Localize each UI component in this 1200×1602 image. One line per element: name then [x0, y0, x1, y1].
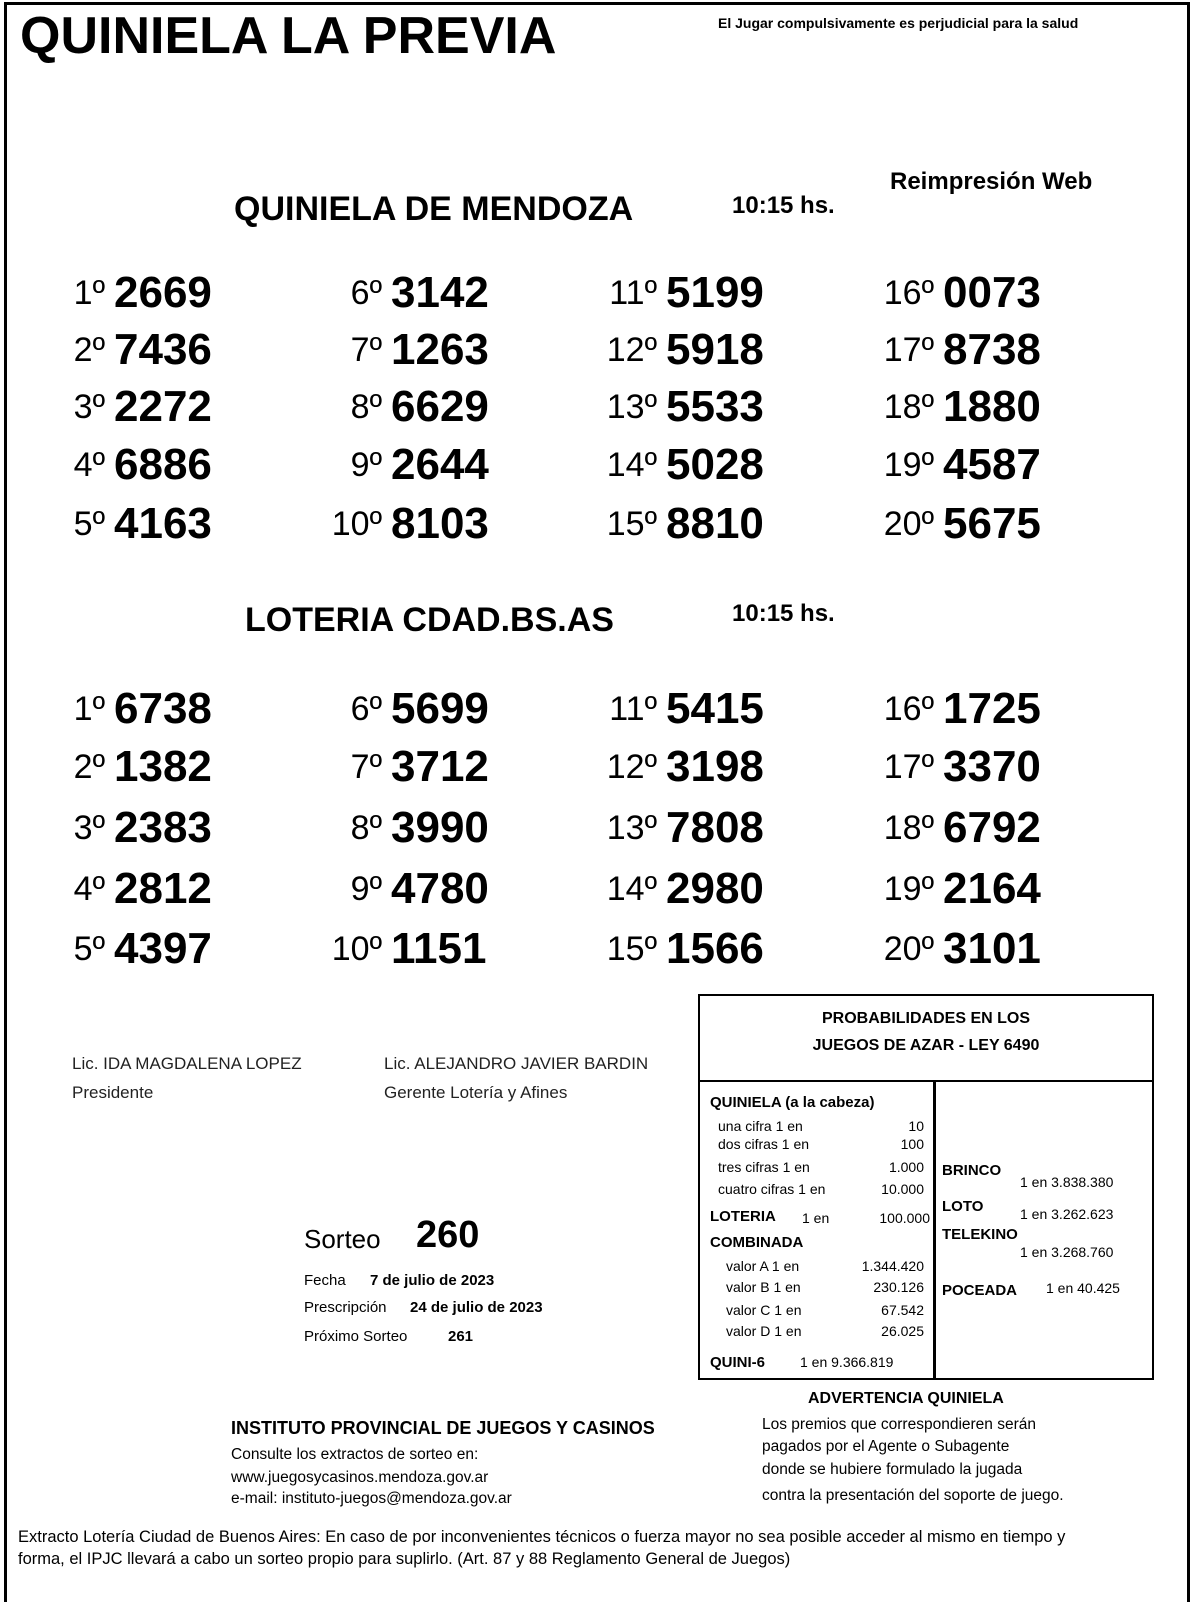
- result-position: 3º: [73, 809, 105, 847]
- quiniela-prob-value: 100: [900, 1136, 924, 1152]
- health-warning: El Jugar compulsivamente es perjudicial para la salud: [718, 15, 1079, 31]
- result-position: 9º: [350, 870, 382, 908]
- draw-number: 260: [416, 1214, 480, 1256]
- result-number: 2383: [114, 803, 212, 852]
- result-number: 6629: [391, 382, 489, 431]
- prescription-date: 24 de julio de 2023: [410, 1299, 543, 1316]
- result-position: 10º: [331, 505, 382, 543]
- reprint-label: Reimpresión Web: [890, 168, 1093, 195]
- result-position: 4º: [73, 870, 105, 908]
- prescription-label: Prescripción: [304, 1299, 387, 1316]
- draw-label: Sorteo: [304, 1224, 381, 1254]
- result-number: 2164: [943, 864, 1041, 913]
- section-time-mendoza: 10:15 hs.: [732, 192, 835, 219]
- combinada-prob-title: COMBINADA: [710, 1234, 804, 1251]
- document-title: QUINIELA LA PREVIA: [20, 7, 557, 65]
- result-position: 17º: [883, 748, 934, 786]
- result-position: 7º: [350, 331, 382, 369]
- combinada-prob-label: valor C 1 en: [726, 1302, 802, 1318]
- result-position: 9º: [350, 446, 382, 484]
- advertencia-title: ADVERTENCIA QUINIELA: [808, 1390, 1004, 1407]
- result-position: 1º: [73, 690, 105, 728]
- result-number: 2644: [391, 440, 489, 489]
- result-position: 13º: [606, 388, 657, 426]
- result-position: 15º: [606, 930, 657, 968]
- quiniela-prob-value: 1.000: [888, 1159, 924, 1175]
- result-number: 3101: [943, 924, 1041, 973]
- brinco-prob-value: 1 en 3.838.380: [1020, 1174, 1114, 1190]
- signature-right-role: Gerente Lotería y Afines: [384, 1083, 568, 1102]
- probabilities-box: [698, 994, 1154, 1380]
- result-number: 1725: [943, 684, 1041, 733]
- advertencia-line: contra la presentación del soporte de juego.: [762, 1487, 1064, 1504]
- result-number: 3370: [943, 742, 1041, 791]
- result-position: 19º: [883, 870, 934, 908]
- next-draw-label: Próximo Sorteo: [304, 1328, 408, 1345]
- result-position: 5º: [73, 930, 105, 968]
- result-position: 5º: [73, 505, 105, 543]
- loto-prob-title: LOTO: [942, 1198, 984, 1215]
- combinada-prob-value: 26.025: [881, 1323, 924, 1339]
- draw-date-label: Fecha: [304, 1272, 346, 1289]
- quiniela-prob-label: dos cifras 1 en: [718, 1136, 810, 1152]
- result-position: 2º: [73, 748, 105, 786]
- poceada-prob-value: 1 en 40.425: [1046, 1280, 1120, 1296]
- result-position: 2º: [73, 331, 105, 369]
- institute-consult-line: Consulte los extractos de sorteo en:: [231, 1446, 479, 1463]
- combinada-prob-value: 230.126: [873, 1279, 924, 1295]
- result-number: 4587: [943, 440, 1041, 489]
- result-position: 20º: [883, 930, 934, 968]
- section-time-ciudad: 10:15 hs.: [732, 600, 835, 627]
- result-position: 11º: [609, 274, 657, 312]
- result-number: 4780: [391, 864, 489, 913]
- result-position: 18º: [883, 388, 934, 426]
- section-title-ciudad: LOTERIA CDAD.BS.AS: [245, 601, 614, 639]
- result-number: 5675: [943, 499, 1041, 548]
- result-number: 7808: [666, 803, 764, 852]
- quiniela-prob-label: una cifra 1 en: [718, 1118, 803, 1134]
- result-number: 3712: [391, 742, 489, 791]
- quiniela-prob-title: QUINIELA (a la cabeza): [710, 1094, 875, 1111]
- result-position: 8º: [350, 809, 382, 847]
- result-position: 10º: [331, 930, 382, 968]
- result-number: 2812: [114, 864, 212, 913]
- result-position: 12º: [606, 331, 657, 369]
- combinada-prob-label: valor D 1 en: [726, 1323, 802, 1339]
- result-position: 12º: [606, 748, 657, 786]
- result-number: 1880: [943, 382, 1041, 431]
- loteria-prob-label: 1 en: [802, 1210, 830, 1226]
- section-title-mendoza: QUINIELA DE MENDOZA: [234, 190, 634, 228]
- quiniela-prob-label: tres cifras 1 en: [718, 1159, 810, 1175]
- combinada-prob-value: 67.542: [881, 1302, 924, 1318]
- result-position: 6º: [350, 690, 382, 728]
- result-number: 4397: [114, 924, 212, 973]
- combinada-prob-label: valor A 1 en: [726, 1258, 800, 1274]
- result-position: 18º: [883, 809, 934, 847]
- poceada-prob-title: POCEADA: [942, 1282, 1018, 1299]
- result-position: 16º: [883, 274, 934, 312]
- result-number: 5533: [666, 382, 764, 431]
- telekino-prob-title: TELEKINO: [942, 1226, 1018, 1243]
- institute-email-link[interactable]: e-mail: instituto-juegos@mendoza.gov.ar: [231, 1490, 512, 1507]
- result-position: 1º: [73, 274, 105, 312]
- result-number: 3198: [666, 742, 764, 791]
- result-number: 7436: [114, 325, 212, 374]
- quiniela-prob-label: cuatro cifras 1 en: [718, 1181, 826, 1197]
- signature-left-role: Presidente: [72, 1083, 154, 1102]
- advertencia-line: donde se hubiere formulado la jugada: [762, 1461, 1023, 1478]
- result-number: 2272: [114, 382, 212, 431]
- combinada-prob-value: 1.344.420: [861, 1258, 924, 1274]
- result-position: 13º: [606, 809, 657, 847]
- institute-name: INSTITUTO PROVINCIAL DE JUEGOS Y CASINOS: [231, 1418, 655, 1438]
- result-position: 16º: [883, 690, 934, 728]
- result-position: 20º: [883, 505, 934, 543]
- telekino-prob-value: 1 en 3.268.760: [1020, 1244, 1114, 1260]
- draw-date: 7 de julio de 2023: [370, 1272, 495, 1289]
- next-draw-number: 261: [448, 1328, 474, 1345]
- result-position: 19º: [883, 446, 934, 484]
- result-number: 1151: [391, 924, 487, 973]
- result-position: 14º: [606, 446, 657, 484]
- result-position: 11º: [609, 690, 657, 728]
- probabilities-divider: [933, 1082, 936, 1380]
- probabilities-header-line2: JUEGOS DE AZAR - LEY 6490: [812, 1037, 1040, 1054]
- signature-right-name: Lic. ALEJANDRO JAVIER BARDIN: [384, 1054, 649, 1073]
- probabilities-header-line1: PROBABILIDADES EN LOS: [821, 1010, 1030, 1027]
- result-number: 2980: [666, 864, 764, 913]
- quini6-prob-title: QUINI-6: [710, 1354, 766, 1371]
- signature-left-name: Lic. IDA MAGDALENA LOPEZ: [72, 1054, 302, 1073]
- result-number: 2669: [114, 268, 212, 317]
- result-position: 14º: [606, 870, 657, 908]
- result-number: 6792: [943, 803, 1041, 852]
- brinco-prob-title: BRINCO: [942, 1162, 1002, 1179]
- quini6-prob-value: 1 en 9.366.819: [800, 1354, 894, 1370]
- result-number: 5699: [391, 684, 489, 733]
- result-number: 8103: [391, 499, 489, 548]
- combinada-prob-label: valor B 1 en: [726, 1279, 801, 1295]
- result-position: 4º: [73, 446, 105, 484]
- result-position: 3º: [73, 388, 105, 426]
- quiniela-prob-value: 10.000: [881, 1181, 924, 1197]
- loteria-prob-title: LOTERIA: [710, 1208, 776, 1225]
- advertencia-line: Los premios que correspondieren serán: [762, 1416, 1036, 1433]
- footer-note-line1: Extracto Lotería Ciudad de Buenos Aires: En caso de por inconvenientes técnicos o fuerza mayor no sea posible acceder al mismo en tiempo y: [18, 1528, 1066, 1546]
- result-number: 4163: [114, 499, 212, 548]
- result-number: 5918: [666, 325, 764, 374]
- loteria-prob-value: 100.000: [879, 1210, 930, 1226]
- result-number: 1263: [391, 325, 489, 374]
- result-position: 7º: [350, 748, 382, 786]
- result-number: 6886: [114, 440, 212, 489]
- institute-website-link[interactable]: www.juegosycasinos.mendoza.gov.ar: [231, 1469, 489, 1486]
- result-number: 6738: [114, 684, 212, 733]
- footer-note-line2: forma, el IPJC llevará a cabo un sorteo propio para suplirlo. (Art. 87 y 88 Reglamento General de Juegos): [18, 1550, 791, 1568]
- result-number: 5415: [666, 684, 764, 733]
- result-position: 6º: [350, 274, 382, 312]
- result-number: 1382: [114, 742, 212, 791]
- result-position: 15º: [606, 505, 657, 543]
- result-number: 1566: [666, 924, 764, 973]
- result-position: 17º: [883, 331, 934, 369]
- loto-prob-value: 1 en 3.262.623: [1020, 1206, 1114, 1222]
- result-number: 3990: [391, 803, 489, 852]
- result-number: 5199: [666, 268, 764, 317]
- advertencia-line: pagados por el Agente o Subagente: [762, 1438, 1010, 1455]
- result-number: 8810: [666, 499, 764, 548]
- result-number: 8738: [943, 325, 1041, 374]
- probabilities-header: [700, 996, 1152, 1082]
- result-number: 0073: [943, 268, 1041, 317]
- result-number: 3142: [391, 268, 489, 317]
- result-position: 8º: [350, 388, 382, 426]
- quiniela-prob-value: 10: [908, 1118, 924, 1134]
- result-number: 5028: [666, 440, 764, 489]
